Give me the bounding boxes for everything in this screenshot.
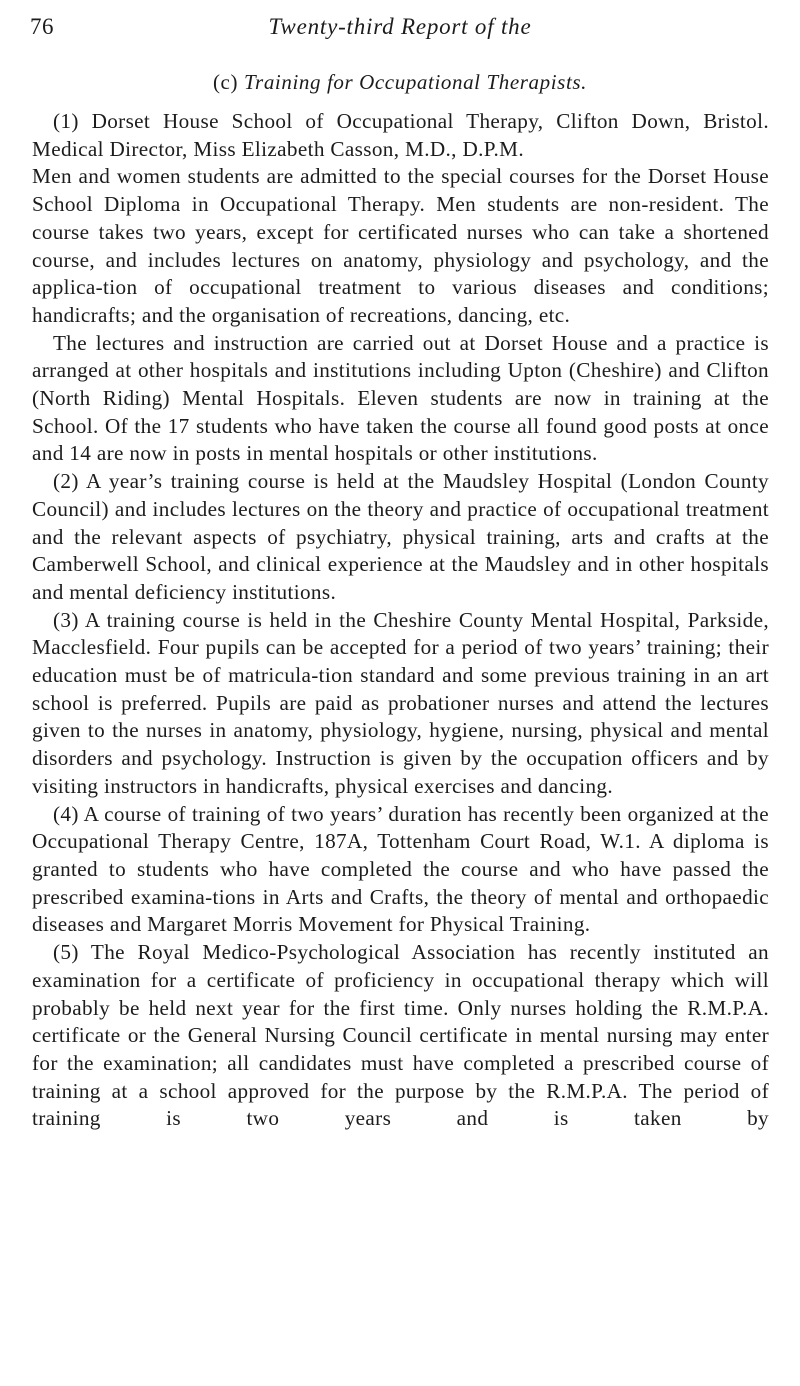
paragraph-maudsley-hospital: (2) A year’s training course is held at the Maudsley Hospital (London County Council) and includes lectures on the theory and practice of occupational treatment and the relevant aspects of psychiatry, physical training, arts and crafts at the Camberwell School, and clinical experience at the Maudsley and in other hospitals and mental deficiency institutions. (32, 469, 769, 604)
paragraph-dorset-house-heading: (1) Dorset House School of Occupational Therapy, Clifton Down, Bristol. Medical Director, Miss Elizabeth Casson, M.D., D.P.M. (32, 109, 769, 161)
paragraph-occupational-therapy-centre: (4) A course of training of two years’ duration has recently been organized at the Occupational Therapy Centre, 187A, Tottenham Court Road, W.1. A diploma is granted to students who have completed the course and who have passed the prescribed examina-tions in Arts and Crafts, the theory of mental and orthopaedic diseases and Margaret Morris Movement for Physical Training. (32, 801, 769, 937)
paragraph-dorset-house-courses: Men and women students are admitted to the special courses for the Dorset House School Diploma in Occupational Therapy. Men students are non-resident. The course takes two years, except for certificated nurses who can take a shortened course, and includes lectures on anatomy, physiology and psychology, and the applica-tion of occupational treatment to various diseases and conditions; handicrafts; and the organisation of recreations, dancing, etc. (32, 164, 769, 327)
paragraph-cheshire-county-hospital: (3) A training course is held in the Cheshire County Mental Hospital, Parkside, Macclesfield. Four pupils can be accepted for a period of two years’ training; their education must be of matricula-tion standard and some previous training in an art school is preferred. Pupils are paid as probationer nurses and attend the lectures given to the nurses in anatomy, physiology, hygiene, nursing, physical and mental disorders and psychology. Instruction is given by the occupation officers and by visiting instructors in handicrafts, physical exercises and dancing. (32, 607, 769, 798)
section-title: Training for Occupational Therapists. (243, 70, 588, 94)
body-text (32, 108, 769, 1133)
section-heading (30, 70, 770, 95)
running-title: Twenty-third Report of the (268, 14, 532, 39)
section-marker: (c) (212, 70, 239, 94)
page-number: 76 (30, 14, 54, 39)
paragraph-rmpa-examination: (5) The Royal Medico-Psychological Association has recently instituted an examination for a certificate of proficiency in occupational therapy which will probably be held next year for the first time. Only nurses holding the R.M.P.A. certificate or the General Nursing Council certificate in mental nursing may enter for the examination; all candidates must have completed a prescribed course of training at a school approved for the purpose by the R.M.P.A. The period of training is two years and is taken by (32, 940, 769, 1131)
running-header (30, 14, 770, 44)
paragraph-dorset-house-practice: The lectures and instruction are carried out at Dorset House and a practice is arranged at other hospitals and institutions including Upton (Cheshire) and Clifton (North Riding) Mental Hospitals. Eleven students are now in training at the School. Of the 17 students who have taken the course all found good posts at once and 14 are now in posts in mental hospitals or other institutions. (32, 330, 769, 466)
